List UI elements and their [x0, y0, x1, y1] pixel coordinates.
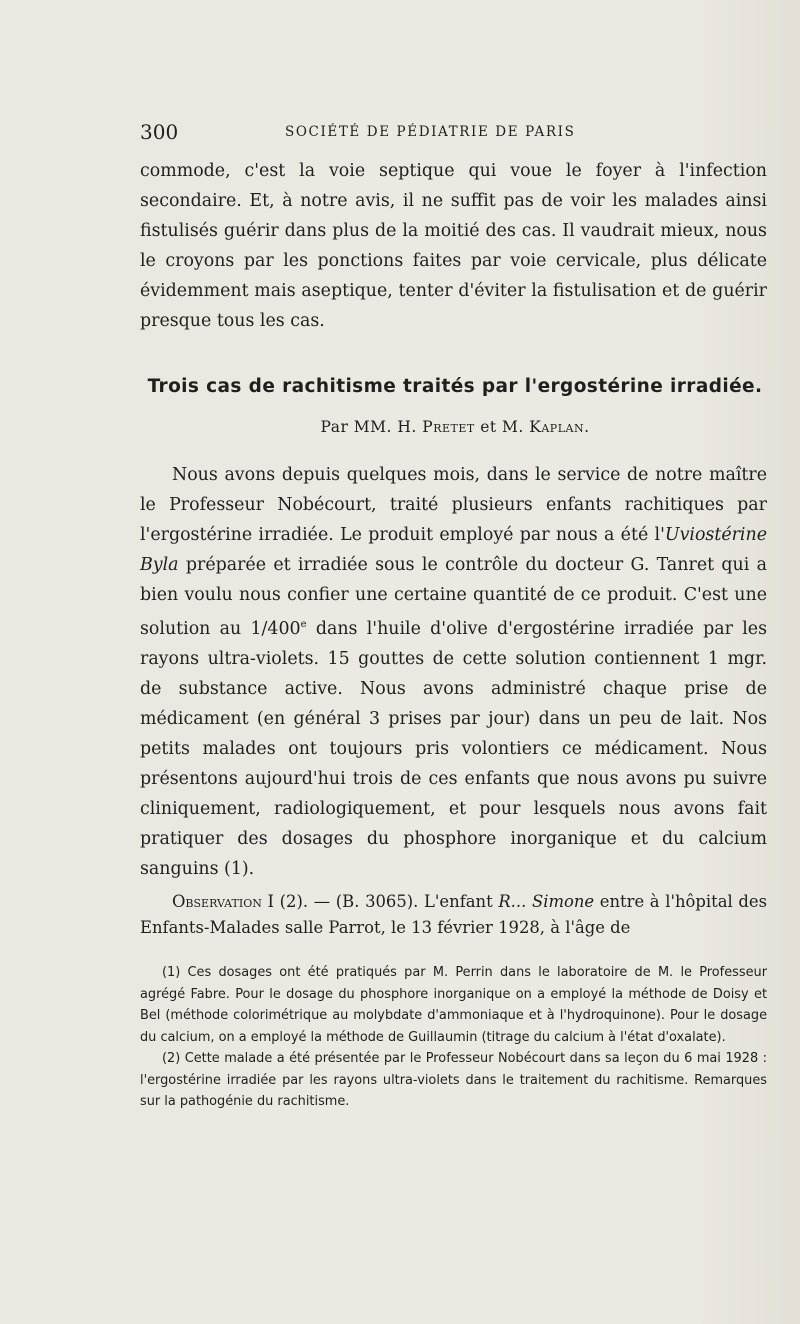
- page-number: 300: [140, 120, 179, 144]
- author-kaplan: Kaplan.: [529, 418, 590, 436]
- footnote-1: (1) Ces dosages ont été pratiqués par M. Perrin dans le laboratoire de M. le Professeur agrégé Fabre. Pour le dosage du phosphore inorganique on a employé la méthode de Doisy et Bel (méthode colorimétrique au molybdate d'ammoniaque et à l'hydroquinone). Pour le dosage du calcium, on a employé la méthode de Guillaumin (titrage du calcium à l'état d'oxalate).: [140, 965, 767, 1045]
- byline-prefix: Par MM. H.: [320, 418, 417, 436]
- footnotes: [140, 962, 767, 1113]
- main-text-1: Nous avons depuis quelques mois, dans le service de notre maître le Professeur Nobécourt, traité plusieurs enfants rachitiques par l'ergostérine irradiée. Le produit employé par nous a été l': [140, 465, 767, 545]
- patient-name: R... Simone: [498, 892, 595, 911]
- main-paragraph: [140, 460, 767, 884]
- observation-paragraph: [140, 889, 767, 941]
- footnote-2: (2) Cette malade a été présentée par le Professeur Nobécourt dans sa leçon du 6 mai 1928 : l'ergostérine irradiée par les rayons ultra-violets dans le traitement du rachitisme. Remarques sur la pathogénie du rachitisme.: [140, 1051, 767, 1109]
- intro-paragraph: commode, c'est la voie septique qui voue le foyer à l'infection secondaire. Et, à notre avis, il ne suffit pas de voir les malades ainsi fistulisés guérir dans plus de la moitié des cas. Il vaudrait mieux, nous le croyons par les ponctions faites par voie cervicale, plus délicate évidemment mais aseptique, tenter d'éviter la fistulisation et de guérir presque tous les cas.: [140, 161, 767, 331]
- observation-label: Observation: [172, 892, 262, 911]
- page-header: [140, 120, 770, 146]
- main-text-2: préparée et irradiée sous le contrôle du docteur G. Tanret qui a bien voulu nous confier une certaine quantité de ce produit. C'est une solution au 1/400: [140, 555, 767, 639]
- article-title: Trois cas de rachitisme traités par l'ergostérine irradiée.: [147, 376, 763, 397]
- byline: [140, 418, 770, 436]
- running-head: SOCIÉTÉ DE PÉDIATRIE DE PARIS: [285, 124, 576, 140]
- superscript-e: e: [300, 619, 307, 630]
- main-text-3: dans l'huile d'olive d'ergostérine irradiée par les rayons ultra-violets. 15 gouttes de cette solution contiennent 1 mgr. de substance active. Nous avons administré chaque prise de médicament (en général 3 prises par jour) dans un peu de lait. Nos petits malades ont toujours pris volontiers ce médicament. Nous présentons aujourd'hui trois de ces enfants que nous avons pu suivre cliniquement, radiologiquement, et pour lesquels nous avons fait pratiquer des dosages du phosphore inorganique et du calcium sanguins (1).: [140, 618, 767, 879]
- product-name: Uviostérine Byla: [140, 525, 767, 575]
- observation-text-1: I (2). — (B. 3065). L'enfant: [261, 892, 499, 911]
- author-pretet: Pretet: [422, 418, 475, 436]
- byline-middle: et M.: [480, 418, 524, 436]
- observation-text-2: entre à l'hôpital des Enfants-Malades salle Parrot, le 13 février 1928, à l'âge de: [140, 892, 767, 937]
